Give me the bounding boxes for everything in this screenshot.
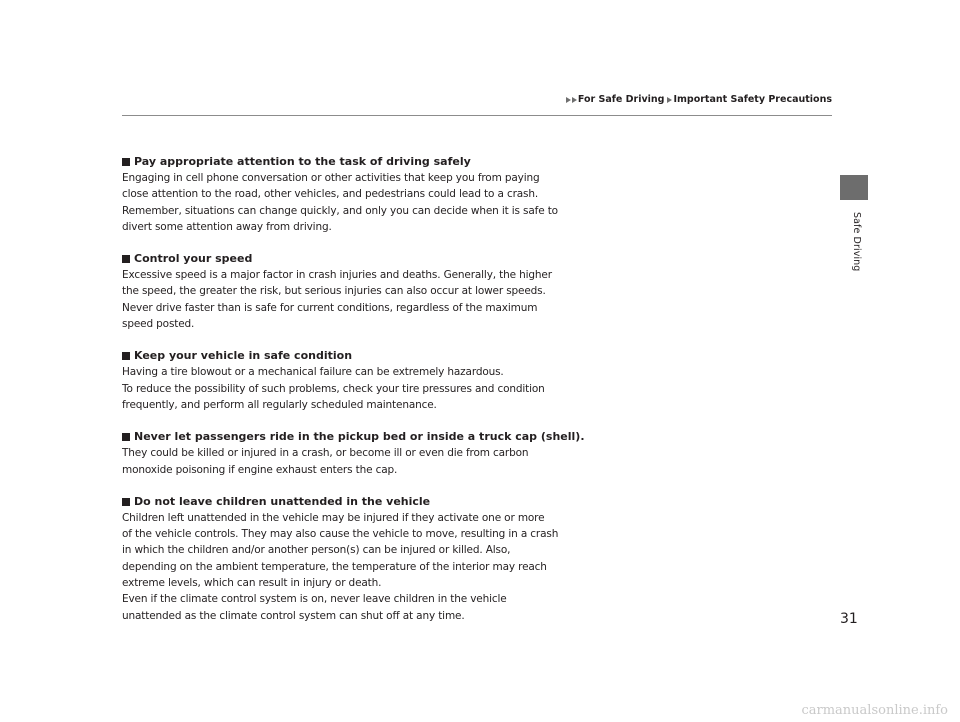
section-attention: [122, 154, 562, 235]
paragraph-line: close attention to the road, other vehicles, and pedestrians could lead to a crash.: [122, 188, 539, 201]
square-bullet-icon: [122, 255, 130, 263]
paragraph-line: unattended as the climate control system can shut off at any time.: [122, 609, 465, 622]
arrow-right-icon: [667, 97, 672, 103]
square-bullet-icon: [122, 498, 130, 506]
paragraph-line: the speed, the greater the risk, but serious injuries can also occur at lower speeds.: [122, 285, 546, 298]
section-vehicle-condition: [122, 348, 562, 413]
breadcrumb-item-important-safety-precautions[interactable]: Important Safety Precautions: [673, 94, 832, 105]
paragraph-line: extreme levels, which can result in injury or death.: [122, 577, 382, 590]
paragraph-line: Excessive speed is a major factor in crash injuries and deaths. Generally, the higher: [122, 269, 552, 282]
section-pickup-bed: [122, 429, 585, 478]
paragraph-line: of the vehicle controls. They may also cause the vehicle to move, resulting in a crash: [122, 528, 559, 541]
paragraph-line: speed posted.: [122, 318, 195, 331]
section-side-label: Safe Driving: [851, 212, 862, 272]
section-heading: Do not leave children unattended in the vehicle: [134, 494, 431, 508]
square-bullet-icon: [122, 352, 130, 360]
paragraph-line: divert some attention away from driving.: [122, 220, 332, 233]
paragraph-line: monoxide poisoning if engine exhaust enters the cap.: [122, 463, 398, 476]
square-bullet-icon: [122, 433, 130, 441]
paragraph-line: depending on the ambient temperature, the temperature of the interior may reach: [122, 560, 547, 573]
paragraph-line: Engaging in cell phone conversation or other activities that keep you from paying: [122, 172, 540, 184]
breadcrumb-item-for-safe-driving[interactable]: For Safe Driving: [577, 94, 665, 105]
arrow-right-icon: [572, 97, 577, 103]
section-heading: Pay appropriate attention to the task of driving safely: [134, 155, 471, 168]
watermark-logo: carmanualsonline.info: [801, 703, 948, 718]
paragraph-line: Having a tire blowout or a mechanical failure can be extremely hazardous.: [122, 366, 504, 379]
paragraph-line: They could be killed or injured in a crash, or become ill or even die from carbon: [122, 447, 529, 460]
paragraph-line: frequently, and perform all regularly scheduled maintenance.: [122, 398, 437, 411]
paragraph-line: Children left unattended in the vehicle may be injured if they activate one or more: [122, 511, 545, 524]
arrow-right-icon: [566, 97, 571, 103]
square-bullet-icon: [122, 158, 130, 166]
section-speed: [122, 251, 562, 332]
paragraph-line: in which the children and/or another person(s) can be injured or killed. Also,: [122, 544, 511, 557]
paragraph-line: Remember, situations can change quickly, and only you can decide when it is safe to: [122, 204, 558, 217]
paragraph-line: To reduce the possibility of such problems, check your tire pressures and condition: [122, 382, 545, 395]
page-content: [122, 154, 585, 640]
breadcrumb: [566, 94, 832, 105]
section-heading: Control your speed: [134, 252, 253, 266]
section-children: [122, 494, 562, 624]
section-heading: Never let passengers ride in the pickup bed or inside a truck cap (shell).: [134, 430, 585, 444]
header-divider: [122, 115, 832, 116]
section-tab[interactable]: [840, 175, 868, 200]
page-number: 31: [840, 611, 858, 627]
section-heading: Keep your vehicle in safe condition: [134, 349, 353, 363]
paragraph-line: Never drive faster than is safe for current conditions, regardless of the maximum: [122, 301, 538, 314]
paragraph-line: Even if the climate control system is on, never leave children in the vehicle: [122, 593, 507, 606]
